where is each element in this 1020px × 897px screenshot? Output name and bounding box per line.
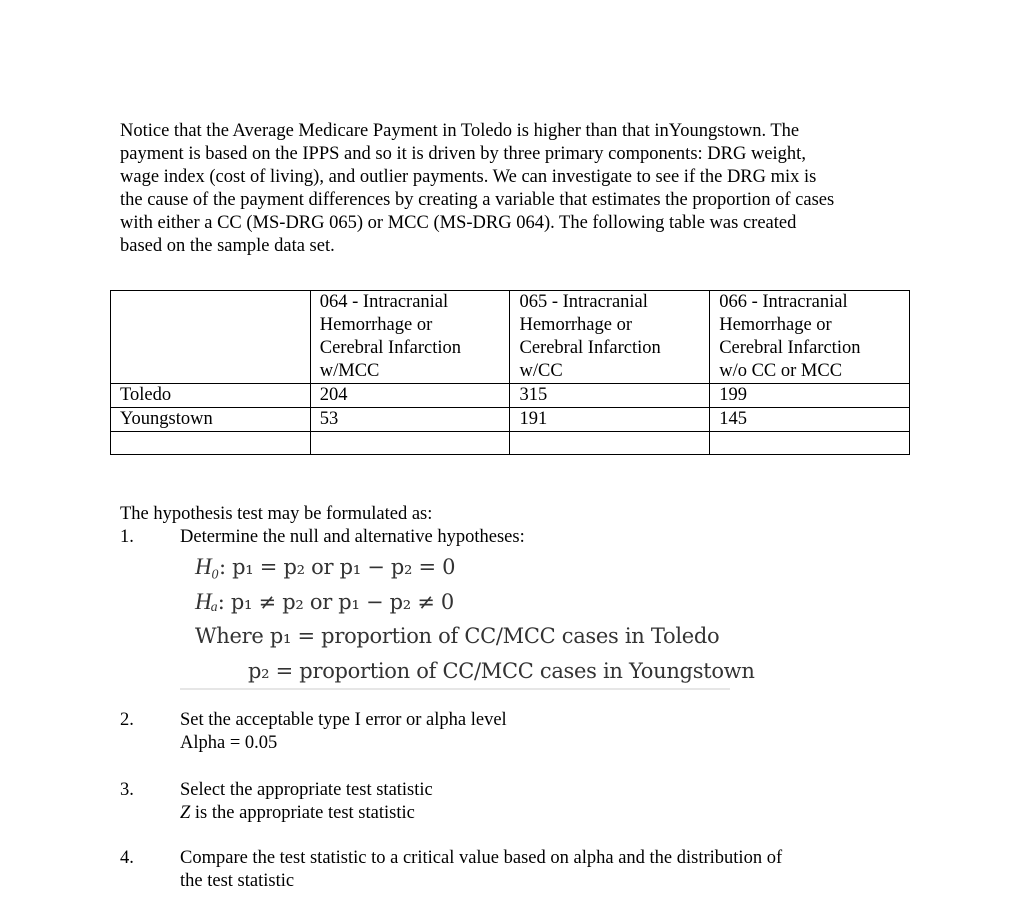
ha-label: Hₐ [195,589,218,614]
hypothesis-intro: The hypothesis test may be formulated as: [120,504,433,524]
cell [710,432,910,455]
divider [180,688,730,690]
table-row [111,408,910,432]
cell: 145 [710,408,910,432]
t: 065 - Intracranial [519,292,648,312]
step-title: Compare the test statistic to a critical value based on alpha and the distribution of [180,848,783,868]
ha-formula: : p₁ ≠ p₂ or p₁ − p₂ ≠ 0 [217,590,454,614]
cell [510,432,710,455]
step-detail: the test statistic [180,871,295,891]
text-line: with either a CC (MS-DRG 065) or MCC (MS-DRG 064). The following table was created [120,213,797,233]
step-title: Determine the null and alternative hypotheses: [180,527,525,547]
step-title: Set the acceptable type I error or alpha level [180,710,507,730]
step-number: 1. [120,527,134,547]
cell: Toledo [111,384,311,408]
null-hypothesis [195,554,455,580]
cell: 204 [310,384,510,408]
intro-paragraph [120,120,910,258]
t: Hemorrhage or [719,315,832,335]
text-line: wage index (cost of living), and outlier payments. We can investigate to see if the DRG mix is [120,167,817,187]
t: Cerebral Infarction [719,338,861,358]
cell: 315 [510,384,710,408]
cell: 53 [310,408,510,432]
z-var: Z [180,803,191,823]
drg-table [110,290,910,455]
header-cell [111,291,311,384]
cell: 199 [710,384,910,408]
table-row [111,384,910,408]
alt-hypothesis [195,589,454,615]
step-number: 4. [120,848,134,868]
step-detail: Alpha = 0.05 [180,733,278,753]
t: 066 - Intracranial [719,292,848,312]
t: Hemorrhage or [319,315,433,335]
t: is the appropriate test statistic [190,803,415,823]
t: w/o CC or MCC [719,361,843,381]
table-header-row [111,291,910,384]
text-line: payment is based on the IPPS and so it is driven by three primary components: DRG weight, [120,144,806,164]
header-cell [510,291,710,384]
t: 064 - Intracranial [319,292,449,312]
text-line: the cause of the payment differences by creating a variable that estimates the proportion of cases [120,190,835,210]
header-cell [310,291,510,384]
cell [310,432,510,455]
t: w/CC [519,361,563,381]
t: Cerebral Infarction [519,338,661,358]
cell: Youngstown [111,408,311,432]
h0-label: H₀ [195,554,220,579]
cell: 191 [510,408,710,432]
h0-formula: : p₁ = p₂ or p₁ − p₂ = 0 [219,555,456,579]
t: Hemorrhage or [519,315,632,335]
step-detail [180,802,415,825]
text-line: based on the sample data set. [120,236,335,256]
table-row [111,432,910,455]
step-number: 3. [120,780,134,800]
step-title: Select the appropriate test statistic [180,780,433,800]
header-cell [710,291,910,384]
where-p1: Where p₁ = proportion of CC/MCC cases in Toledo [195,624,720,648]
cell [111,432,311,455]
where-p2: p₂ = proportion of CC/MCC cases in Youngstown [248,659,755,683]
t: w/MCC [319,361,380,381]
t: Cerebral Infarction [319,338,461,358]
text-line: Notice that the Average Medicare Payment in Toledo is higher than that inYoungstown. The [120,121,800,141]
step-number: 2. [120,710,134,730]
